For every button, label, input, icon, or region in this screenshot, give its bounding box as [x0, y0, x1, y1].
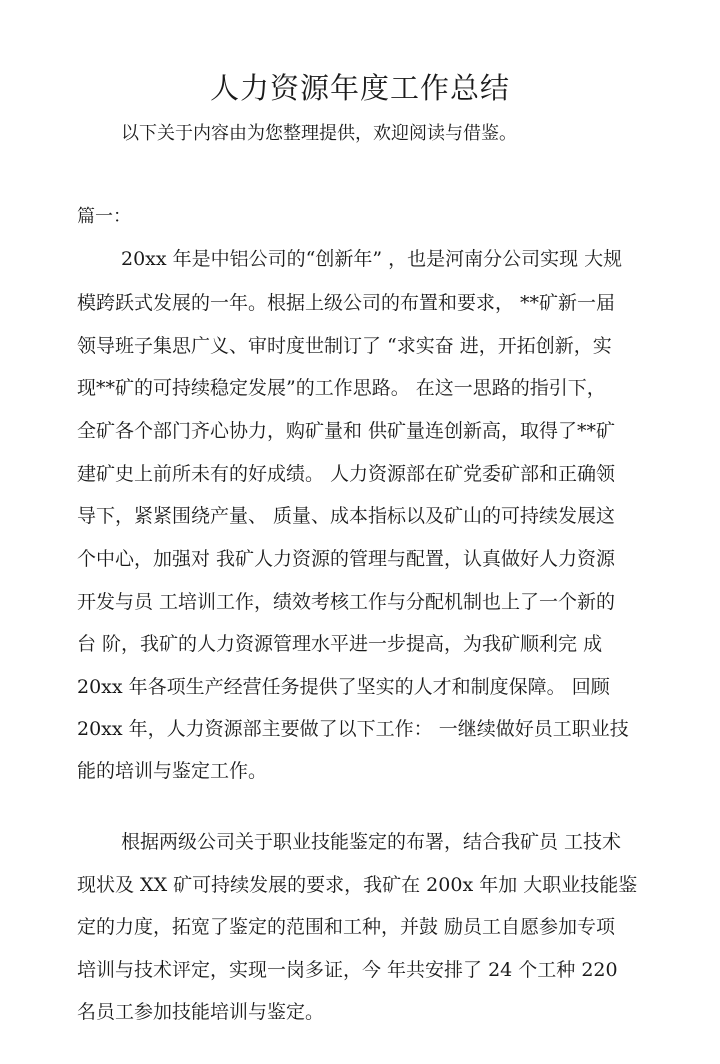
paragraph-line: 根据两级公司关于职业技能鉴定的布署，结合我矿员 工技术 — [121, 831, 622, 853]
paragraph-line: 培训与技术评定，实现一岗多证，今 年共安排了 24 个工种 220 — [77, 959, 618, 981]
paragraph-line: 20xx 年是中铝公司的“创新年” ，也是河南分公司实现 大规 — [121, 248, 623, 270]
paragraph-line: 建矿史上前所未有的好成绩。 人力资源部在矿党委矿部和正确领 — [77, 463, 616, 485]
paragraph-line: 名员工参加技能培训与鉴定。 — [77, 1001, 325, 1023]
document-title: 人力资源年度工作总结 — [209, 71, 510, 105]
document-subtitle: 以下关于内容由为您整理提供，欢迎阅读与借鉴。 — [121, 123, 517, 144]
paragraph-line: 20xx 年各项生产经营任务提供了坚实的人才和制度保障。 回顾 — [77, 676, 610, 698]
section-heading: 篇一： — [77, 206, 131, 227]
paragraph-line: 开发与员 工培训工作，绩效考核工作与分配机制也上了一个新的 — [77, 591, 616, 613]
paragraph-line: 模跨跃式发展的一年。根据上级公司的布置和要求， **矿新一届 — [77, 292, 616, 314]
paragraph-line: 20xx 年，人力资源部主要做了以下工作： 一继续做好员工职业技 — [77, 718, 629, 740]
paragraph-line: 现状及 XX 矿可持续发展的要求，我矿在 200x 年加 大职业技能鉴 — [77, 874, 638, 896]
paragraph-line: 领导班子集思广义、审时度世制订了 “求实奋 进，开拓创新，实 — [77, 335, 612, 357]
paragraph-line: 导下，紧紧围绕产量、 质量、成本指标以及矿山的可持续发展这 — [77, 505, 616, 527]
paragraph-line: 全矿各个部门齐心协力，购矿量和 供矿量连创新高，取得了**矿 — [77, 420, 616, 442]
paragraph-line: 现**矿的可持续稳定发展”的工作思路。 在这一思路的指引下， — [77, 377, 606, 399]
paragraph-line: 能的培训与鉴定工作。 — [77, 760, 268, 782]
paragraph-line: 定的力度，拓宽了鉴定的范围和工种，并鼓 励员工自愿参加专项 — [77, 916, 616, 938]
paragraph-line: 个中心，加强对 我矿人力资源的管理与配置，认真做好人力资源 — [77, 548, 616, 570]
paragraph-line: 台 阶，我矿的人力资源管理水平进一步提高，为我矿顺利完 成 — [77, 633, 603, 655]
